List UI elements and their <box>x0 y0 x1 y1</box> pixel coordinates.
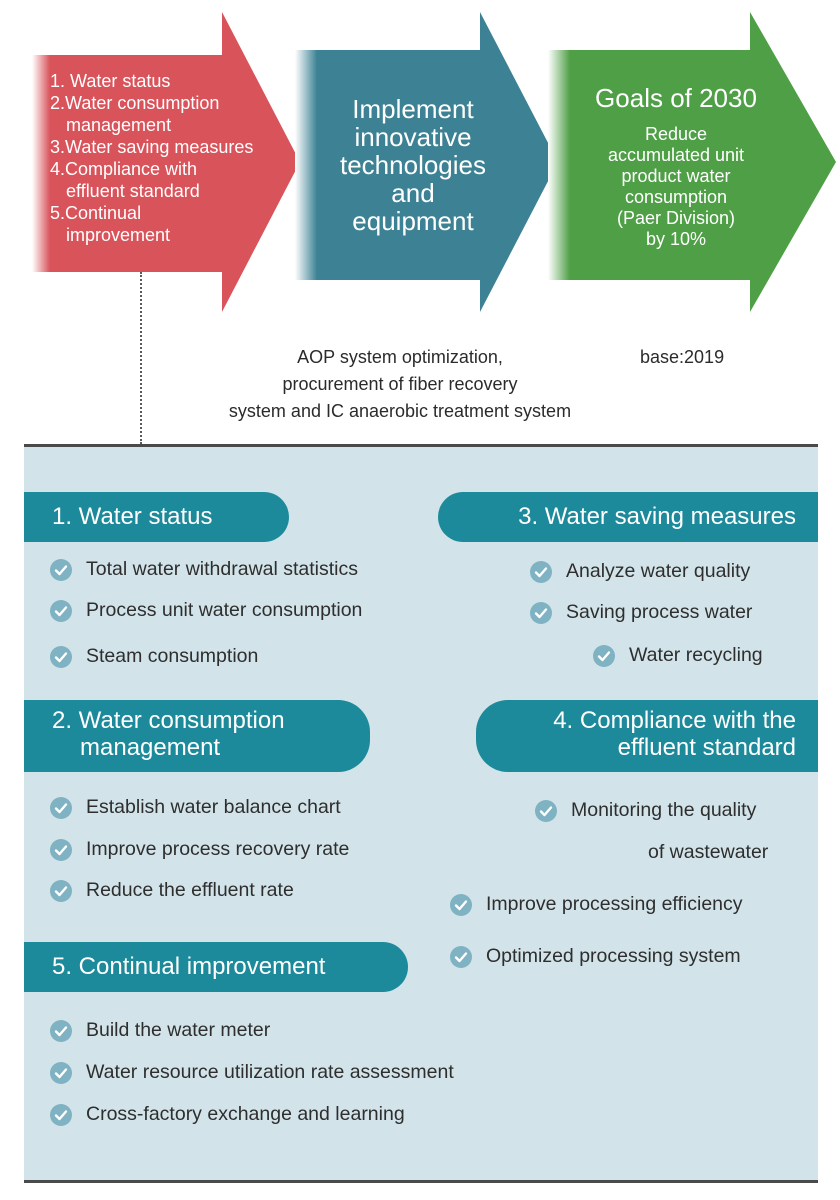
item-text: Establish water balance chart <box>86 796 341 818</box>
section3-title: 3. Water saving measures <box>518 503 796 530</box>
panel-top-rule <box>24 444 818 447</box>
section3-item <box>530 560 750 583</box>
check-circle-icon <box>593 645 615 667</box>
check-circle-icon <box>50 880 72 902</box>
check-circle-icon <box>50 1104 72 1126</box>
section5-item <box>50 1103 405 1126</box>
dotted-connector <box>140 272 142 444</box>
section2-item <box>50 879 294 902</box>
section2-item <box>50 796 341 819</box>
step3-line: by 10% <box>645 229 707 249</box>
check-circle-icon <box>50 646 72 668</box>
check-circle-icon <box>530 602 552 624</box>
step2-line: Implement <box>352 94 474 124</box>
section2-title-line: 2. Water consumption <box>52 707 285 734</box>
aop-caption <box>165 344 635 425</box>
step3-line: (Paer Division) <box>616 208 736 228</box>
step1-list <box>50 70 300 246</box>
section3-header <box>438 492 818 542</box>
section4-item <box>450 893 743 916</box>
step3-title: Goals of 2030 <box>595 83 757 113</box>
section4-header <box>476 700 818 772</box>
aop-line: AOP system optimization, <box>297 347 503 367</box>
step2-text <box>318 95 508 235</box>
step3-line: consumption <box>624 187 728 207</box>
section4-title-line: 4. Compliance with the <box>553 707 796 734</box>
section1-item <box>50 558 358 581</box>
section5-title: 5. Continual improvement <box>52 953 326 980</box>
section1-item <box>50 645 258 668</box>
section1-item <box>50 599 362 622</box>
step1-item: 1. Water status <box>50 71 171 91</box>
step2-line: equipment <box>352 206 474 236</box>
item-text: Improve processing efficiency <box>486 893 743 915</box>
section4-item <box>535 799 756 822</box>
step1-item: 5.Continual <box>50 203 142 223</box>
step3-line: Reduce <box>644 124 708 144</box>
step3-line: product water <box>621 166 731 186</box>
step2-line: innovative <box>354 122 472 152</box>
check-circle-icon <box>450 946 472 968</box>
section3-item <box>593 644 763 667</box>
check-circle-icon <box>50 839 72 861</box>
check-circle-icon <box>50 797 72 819</box>
section1-header <box>24 492 289 542</box>
section5-item <box>50 1061 454 1084</box>
aop-line: system and IC anaerobic treatment system <box>228 401 572 421</box>
step1-item: 3.Water saving measures <box>50 137 254 157</box>
step1-item: 4.Compliance with <box>50 159 198 179</box>
step1-item: effluent standard <box>66 181 200 201</box>
check-circle-icon <box>530 561 552 583</box>
section4-item <box>450 945 741 968</box>
item-text: Total water withdrawal statistics <box>86 558 359 580</box>
item-text: Water recycling <box>629 644 763 666</box>
item-text: Steam consumption <box>86 645 259 667</box>
item-text: Water resource utilization rate assessment <box>86 1061 454 1083</box>
check-circle-icon <box>450 894 472 916</box>
section5-header <box>24 942 408 992</box>
section2-title-line: management <box>80 734 221 761</box>
item-text: Reduce the effluent rate <box>86 879 294 901</box>
item-text: Monitoring the quality <box>571 799 757 821</box>
section4-item-continued: of wastewater <box>648 841 769 863</box>
check-circle-icon <box>535 800 557 822</box>
step1-item: improvement <box>66 225 171 245</box>
item-text: Cross-factory exchange and learning <box>86 1103 405 1125</box>
item-text: Optimized processing system <box>486 945 741 967</box>
section5-item <box>50 1019 270 1042</box>
item-text: Improve process recovery rate <box>86 838 350 860</box>
section1-title: 1. Water status <box>52 503 213 530</box>
item-text: Build the water meter <box>86 1019 271 1041</box>
step2-line: technologies <box>340 150 486 180</box>
section3-item <box>530 601 752 624</box>
check-circle-icon <box>50 1020 72 1042</box>
step3-line: accumulated unit <box>607 145 745 165</box>
base-caption: base:2019 <box>640 347 725 367</box>
step2-line: and <box>391 178 435 208</box>
step3-text <box>566 124 786 250</box>
section2-header <box>24 700 370 772</box>
step1-item: 2.Water consumption <box>50 93 220 113</box>
step1-item: management <box>66 115 172 135</box>
panel-bottom-rule <box>24 1180 818 1183</box>
check-circle-icon <box>50 600 72 622</box>
item-text: Process unit water consumption <box>86 599 363 621</box>
check-circle-icon <box>50 1062 72 1084</box>
check-circle-icon <box>50 559 72 581</box>
aop-line: procurement of fiber recovery <box>282 374 518 394</box>
item-text: Saving process water <box>566 601 753 623</box>
item-text: Analyze water quality <box>566 560 751 582</box>
section4-title-line: effluent standard <box>617 734 796 761</box>
section2-item <box>50 838 349 861</box>
